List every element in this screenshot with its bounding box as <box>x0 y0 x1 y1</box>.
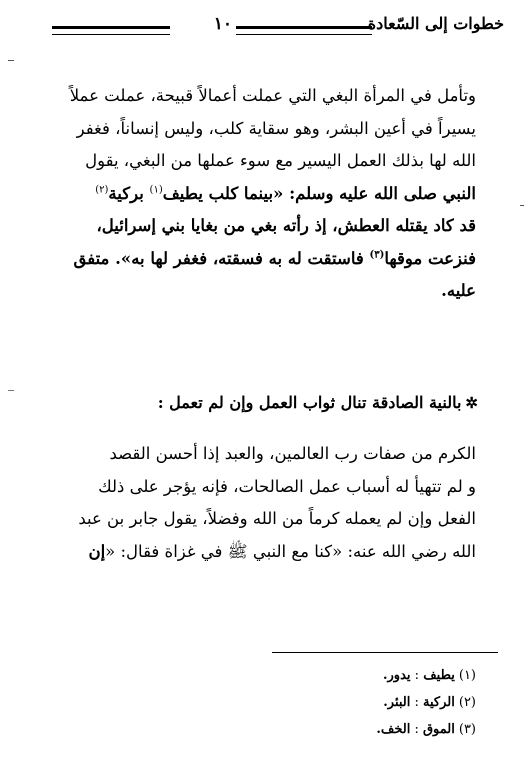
paragraph-1 <box>38 80 476 308</box>
footnotes <box>176 662 476 743</box>
heading-text: بالنية الصادقة تنال ثواب العمل وإن لم تعمل : <box>157 393 462 412</box>
paragraph-2 <box>38 438 476 568</box>
footnote-meaning: يدور. <box>383 668 411 683</box>
text-line <box>38 243 476 276</box>
text-line: الفعل وإن لم يعمله كرماً من الله وفضلاً، يقول جابر بن عبد <box>78 509 476 528</box>
footnote-ref-2: (٢) <box>95 184 109 195</box>
text-run: فنزعت موقها <box>384 248 476 268</box>
running-header <box>52 8 504 38</box>
text-line: و لم تتهيأ له أسباب عمل الصالحات، فإنه يؤجر على ذلك <box>98 476 476 496</box>
footnote-word: الموق <box>422 722 455 737</box>
footnote-separator: : <box>410 695 424 710</box>
text-run: فاستقت له به فسقته، فغفر لها به». متفق <box>73 248 370 268</box>
text-line <box>38 536 476 569</box>
scan-mark <box>520 205 524 206</box>
page-number: ١٠ <box>213 14 232 34</box>
text-line <box>38 178 476 211</box>
text-run: بركية <box>108 183 150 203</box>
text-run: الله رضي الله عنه: «كنا مع النبي ﷺ في غزاة فقال: « <box>105 541 476 561</box>
header-rule-right <box>236 26 372 35</box>
footnote-word: الركية <box>423 695 455 710</box>
footnote-meaning: البئر. <box>383 695 411 710</box>
footnote-divider <box>272 652 498 653</box>
footnote-number: (١) <box>458 668 476 683</box>
text-run: النبي صلى الله عليه وسلم: «بينما كلب يطيف <box>162 183 476 203</box>
scan-mark <box>8 390 14 391</box>
star-icon: ✲ <box>465 394 478 412</box>
footnote-separator: : <box>410 668 424 683</box>
footnote-word: يطيف <box>423 668 455 683</box>
footnote-meaning: الخف. <box>376 722 411 737</box>
footnote-number: (٢) <box>458 695 476 710</box>
footnote-3 <box>176 716 476 743</box>
text-line: يسيراً في أعين البشر، وهو سقاية كلب، وليس إنساناً، فغفر <box>76 118 476 138</box>
book-title: خطوات إلى السّعادة <box>367 14 504 33</box>
section-heading <box>38 393 478 412</box>
text-line: وتأمل في المرأة البغي التي عملت أعمالاً قبيحة، عملت عملاً <box>69 86 476 105</box>
text-line: قد كاد يقتله العطش، إذ رأته بغي من بغايا بني إسرائيل، <box>96 216 476 235</box>
footnote-ref-1: (١) <box>149 184 163 195</box>
footnote-ref-3: (٣) <box>369 249 385 260</box>
text-run: إن <box>88 541 106 561</box>
footnote-separator: : <box>410 722 423 737</box>
footnote-1 <box>176 662 476 689</box>
scan-mark <box>8 60 14 61</box>
header-rule-left <box>52 26 170 35</box>
text-line: الكرم من صفات رب العالمين، والعبد إذا أحسن القصد <box>109 444 476 463</box>
text-line: عليه. <box>441 281 476 300</box>
text-line: الله لها بذلك العمل اليسير مع سوء عملها من البغي، يقول <box>85 151 476 170</box>
footnote-number: (٣) <box>458 722 476 737</box>
footnote-2 <box>176 689 476 716</box>
